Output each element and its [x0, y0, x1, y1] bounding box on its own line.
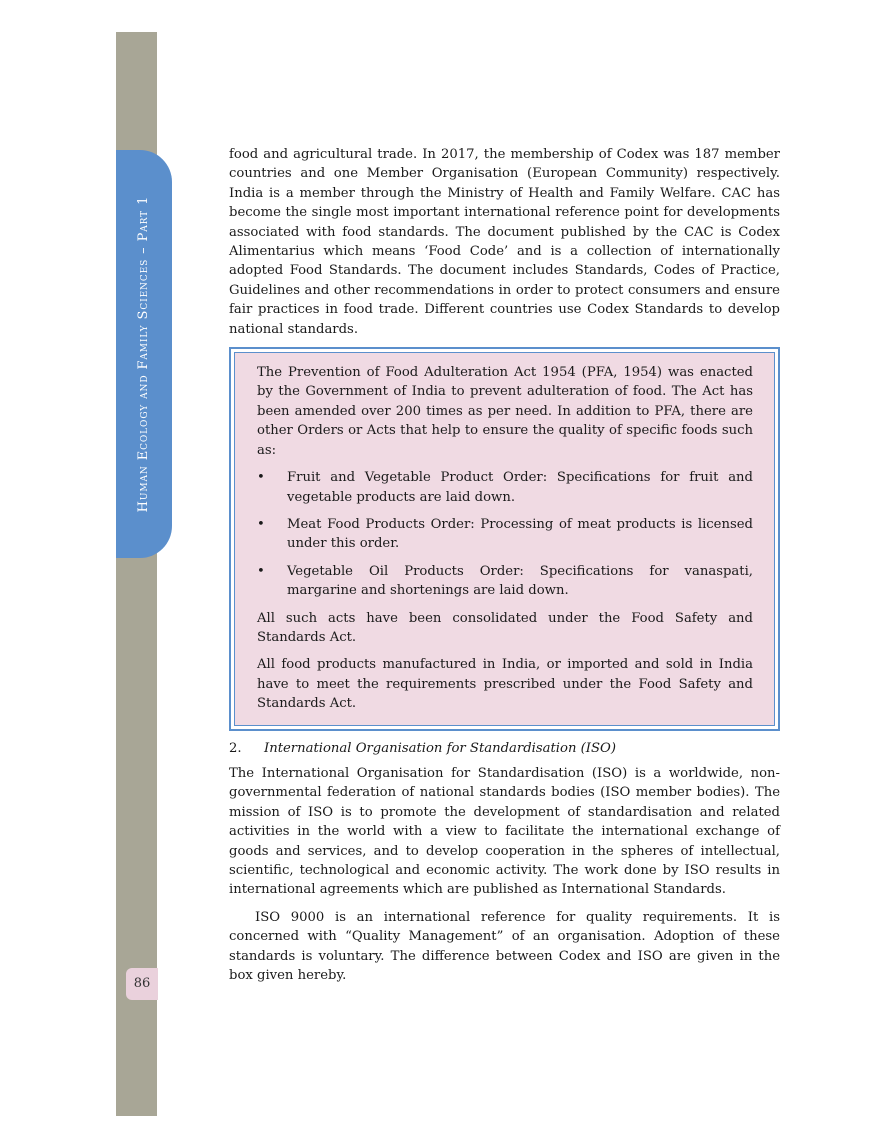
iso9000-paragraph: ISO 9000 is an international reference for quality requirements. It is concerned with “Quality Management” of an organisation. Adoption of these standards is voluntary. The difference between Codex and ISO are given in the box given hereby. — [229, 909, 780, 984]
list-item — [257, 468, 753, 507]
bullet-icon: • — [257, 516, 265, 532]
box-intro-paragraph: The Prevention of Food Adulteration Act 1954 (PFA, 1954) was enacted by the Government of India to prevent adulteration of food. The Act has been amended over 200 times as per need. In addition to PFA, there are other Orders or Acts that help to ensure the quality of specific foods such as: — [257, 365, 753, 458]
box-consolidation-paragraph: All such acts have been consolidated under the Food Safety and Standards Act. — [257, 610, 753, 645]
box-requirements-paragraph: All food products manufactured in India, or imported and sold in India have to meet the requirements prescribed under the Food Safety and Standards Act. — [257, 657, 753, 712]
list-item-text: Meat Food Products Order: Processing of meat products is licensed under this order. — [287, 516, 753, 552]
iso-paragraph: The International Organisation for Standardisation (ISO) is a worldwide, non-governmental federation of national standards bodies (ISO member bodies). The mission of ISO is to promote the development of standardisation and related activities in the world with a view to facilitate the international exchange of goods and services, and to develop cooperation in the spheres of intellectual, scientific, technological and economic activity. The work done by ISO results in international agreements which are published as International Standards. — [229, 765, 780, 898]
book-title-vertical: Human Ecology and Family Sciences – Part 1 — [136, 195, 151, 513]
orders-list — [257, 468, 753, 600]
pfa-info-box-inner — [234, 352, 775, 726]
section-heading — [229, 739, 780, 758]
list-item-text: Fruit and Vegetable Product Order: Specifications for fruit and vegetable products are laid down. — [287, 470, 753, 505]
page-number: 86 — [126, 968, 158, 1000]
section-title: International Organisation for Standardisation (ISO) — [264, 740, 616, 756]
page-content — [229, 145, 780, 985]
list-item — [257, 562, 753, 601]
pfa-info-box — [229, 347, 780, 731]
bullet-icon: • — [257, 563, 265, 579]
list-item-text: Vegetable Oil Products Order: Specifications for vanaspati, margarine and shortenings are laid down. — [287, 563, 753, 599]
list-item — [257, 515, 753, 554]
bullet-icon: • — [257, 470, 265, 486]
intro-paragraph: food and agricultural trade. In 2017, the membership of Codex was 187 member countries and one Member Organisation (European Community) respectively. India is a member through the Ministry of Health and Family Welfare. CAC has become the single most important international reference point for developments associated with food standards. The document published by the CAC is Codex Alimentarius which means ‘Food Code’ and is a collection of internationally adopted Food Standards. The document includes Standards, Codes of Practice, Guidelines and other recommendations in order to protect consumers and ensure fair practices in food trade. Different countries use Codex Standards to develop national standards. — [229, 147, 780, 337]
section-number: 2. — [229, 740, 242, 756]
